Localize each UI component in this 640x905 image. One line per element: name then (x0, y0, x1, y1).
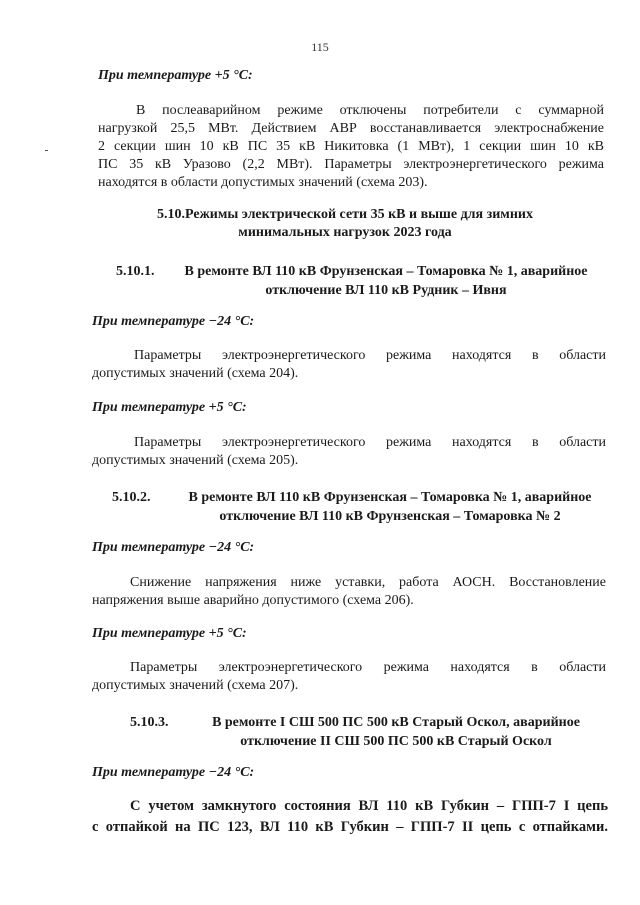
subsection-title-line: В ремонте I СШ 500 ПС 500 кВ Старый Оскол, аварийное (212, 715, 580, 730)
page-number: 115 (311, 40, 329, 54)
section-title-line: 5.10.Режимы электрической сети 35 кВ и выше для зимних (157, 207, 533, 222)
paragraph-line: находятся в области допустимых значений (схема 203). (98, 175, 428, 190)
paragraph (98, 102, 604, 192)
temperature-heading: При температуре +5 °С: (92, 400, 247, 415)
paragraph (92, 659, 606, 695)
paragraph-line: 2 секции шин 10 кВ ПС 35 кВ Никитовка (1 МВт), 1 секции шин 10 кВ (98, 139, 604, 154)
temperature-heading: При температуре −24 °С: (92, 765, 255, 780)
bold-paragraph (92, 796, 608, 838)
subsection-title-line: отключение II СШ 500 ПС 500 кВ Старый Оскол (240, 734, 552, 749)
subsection-number: 5.10.2. (112, 490, 151, 505)
paragraph-line: Параметры электроэнергетического режима находятся в области (130, 660, 606, 675)
paragraph-line: допустимых значений (схема 207). (92, 678, 299, 693)
temperature-heading: При температуре +5 °С: (98, 68, 253, 83)
subsection-title-line: В ремонте ВЛ 110 кВ Фрунзенская – Томаровка № 1, аварийное (188, 490, 592, 505)
paragraph-line: Снижение напряжения ниже уставки, работа АОСН. Восстановление (130, 575, 606, 590)
paragraph-line: напряжения выше аварийно допустимого (схема 206). (92, 593, 414, 608)
paragraph-line: Параметры электроэнергетического режима находятся в области (134, 348, 606, 363)
paragraph (92, 574, 606, 610)
paragraph-line: допустимых значений (схема 204). (92, 366, 299, 381)
subsection-number: 5.10.1. (116, 264, 155, 279)
paragraph-line: С учетом замкнутого состояния ВЛ 110 кВ Губкин – ГПП-7 I цепь (130, 798, 608, 814)
paragraph (92, 434, 606, 470)
paragraph-line: Параметры электроэнергетического режима находятся в области (134, 435, 606, 450)
paragraph-line: ПС 35 кВ Уразово (2,2 МВт). Параметры электроэнергетического режима (98, 157, 604, 172)
margin-mark (45, 150, 48, 151)
section-title (120, 206, 570, 242)
temperature-heading: При температуре −24 °С: (92, 540, 255, 555)
paragraph (92, 347, 606, 383)
paragraph-line: нагрузкой 25,5 МВт. Действием АВР восстанавливается электроснабжение (98, 121, 604, 136)
subsection-number: 5.10.3. (130, 715, 169, 730)
subsection-title-line: В ремонте ВЛ 110 кВ Фрунзенская – Томаровка № 1, аварийное (184, 264, 588, 279)
paragraph-line: В послеаварийном режиме отключены потребители с суммарной (136, 103, 604, 118)
subsection-title-line: отключение ВЛ 110 кВ Рудник – Ивня (265, 283, 507, 298)
temperature-heading: При температуре −24 °С: (92, 314, 255, 329)
paragraph-line: с отпайкой на ПС 123, ВЛ 110 кВ Губкин – ГПП-7 II цепь с отпайками. (92, 819, 608, 835)
section-title-line: минимальных нагрузок 2023 года (238, 225, 452, 240)
subsection-title-line: отключение ВЛ 110 кВ Фрунзенская – Томаровка № 2 (219, 509, 561, 524)
temperature-heading: При температуре +5 °С: (92, 626, 247, 641)
paragraph-line: допустимых значений (схема 205). (92, 453, 299, 468)
